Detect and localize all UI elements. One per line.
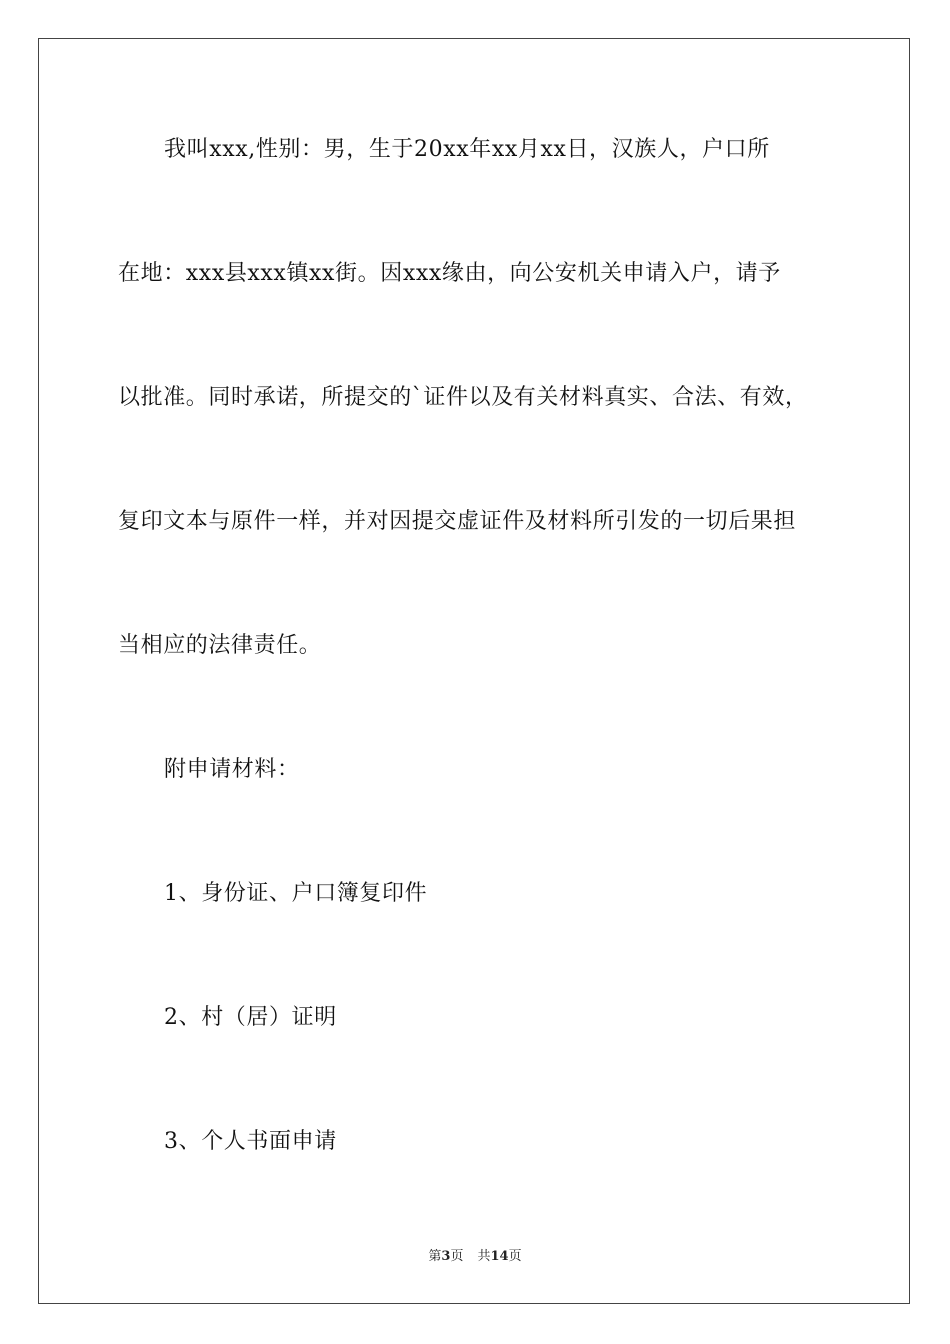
- attachment-item-3: 3、个人书面申请: [164, 1129, 337, 1154]
- attachments-heading: 附申请材料：: [164, 757, 300, 782]
- paragraph-line-4: 复印文本与原件一样，并对因提交虚证件及材料所引发的一切后果担: [118, 509, 797, 534]
- paragraph-line-1: 我叫xxx,性别：男，生于20xx年xx月xx日，汉族人，户口所: [164, 137, 770, 162]
- footer-page-suffix: 页: [450, 1249, 464, 1264]
- footer-total-prefix: 共: [477, 1249, 491, 1264]
- page-footer: [0, 1245, 950, 1264]
- paragraph-line-3: 以批准。同时承诺，所提交的`证件以及有关材料真实、合法、有效，: [118, 385, 808, 410]
- attachment-item-1: 1、身份证、户口簿复印件: [164, 881, 428, 906]
- footer-total-pages: 14: [490, 1249, 509, 1264]
- paragraph-line-5: 当相应的法律责任。: [118, 633, 322, 658]
- paragraph-line-2: 在地：xxx县xxx镇xx街。因xxx缘由，向公安机关申请入户，请予: [118, 261, 781, 286]
- page-border: [38, 38, 910, 1304]
- footer-total-suffix: 页: [508, 1249, 522, 1264]
- attachment-item-2: 2、村（居）证明: [164, 1005, 337, 1030]
- footer-page-prefix: 第: [428, 1249, 442, 1264]
- footer-page-number: 3: [441, 1249, 451, 1264]
